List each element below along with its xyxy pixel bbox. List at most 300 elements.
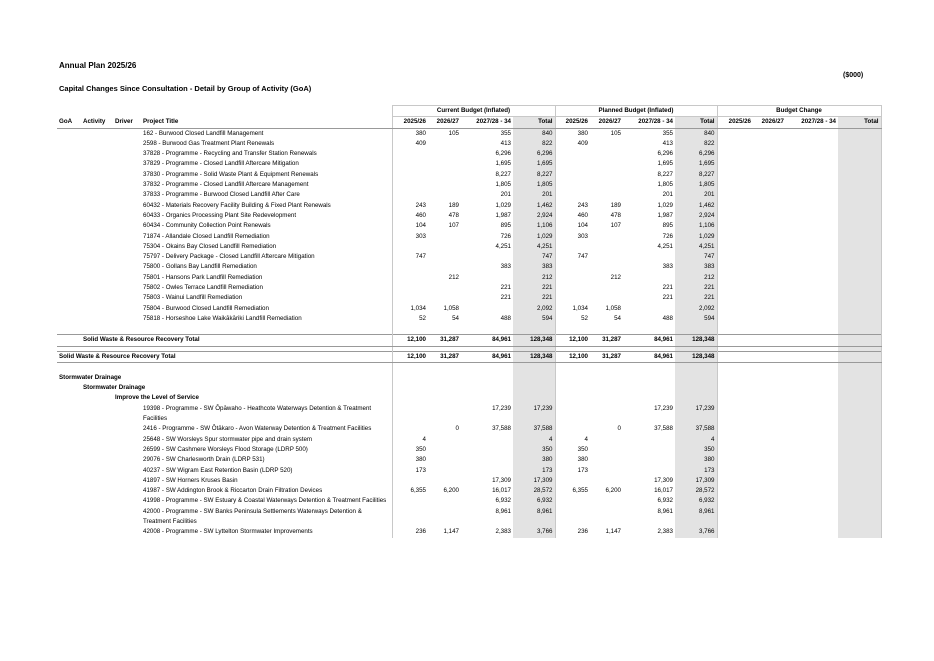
planned-2025-cell: [555, 170, 590, 180]
current-2026-cell: [428, 190, 461, 200]
planned-2026-cell: [590, 252, 623, 262]
goa-cell: [57, 314, 81, 324]
current-2025-cell: 1,034: [392, 304, 428, 314]
current-total-cell: 1,462: [513, 201, 555, 211]
blank-cell: [555, 324, 590, 335]
table-row: [57, 445, 881, 455]
current-2026-cell: [428, 435, 461, 445]
goa-cell: [57, 201, 81, 211]
blank-cell: [428, 373, 461, 383]
activity-cell: [81, 221, 113, 231]
current-2026-cell: [428, 496, 461, 506]
current-2026-cell: [428, 404, 461, 425]
col-activity: Activity: [81, 117, 113, 128]
col-project-title: Project Title: [141, 117, 392, 128]
project-title-cell: 37828 - Programme - Recycling and Transfer Station Renewals: [143, 150, 317, 158]
goa-cell: [57, 232, 81, 242]
document-title: Annual Plan 2025/26: [59, 61, 137, 70]
activity-header: [57, 383, 881, 393]
blank-cell: [461, 362, 513, 373]
current-2025-cell: [392, 159, 428, 169]
current-2025-cell: [392, 190, 428, 200]
activity-cell: [81, 476, 113, 486]
planned-2025-cell: [555, 180, 590, 190]
blank-cell: [786, 383, 838, 393]
driver-cell: [113, 435, 141, 445]
change-2025-cell: [717, 242, 753, 252]
change-2025-cell: [717, 404, 753, 425]
current-2027-cell: 16,017: [492, 487, 511, 495]
current-2025-cell: 52: [392, 314, 428, 324]
change-2027-cell: [786, 466, 838, 476]
change-total-cell: [838, 190, 881, 200]
col-goa: GoA: [57, 117, 81, 128]
current-2027-cell: 1,805: [495, 181, 511, 189]
blank-cell: [786, 324, 838, 335]
planned-2026-cell: [590, 262, 623, 272]
col-current-total: Total: [513, 117, 555, 128]
current-2025-cell: [392, 262, 428, 272]
planned-2025-cell: [555, 424, 590, 434]
planned-2026-cell: 189: [610, 201, 621, 209]
blank-cell: [753, 324, 786, 335]
current-2027-cell: 1,987: [495, 211, 511, 219]
planned-2025-cell: [555, 404, 590, 425]
planned-total-cell: 221: [675, 283, 717, 293]
planned-2027-cell: 17,309: [654, 476, 673, 484]
change-total-cell: [838, 139, 881, 149]
change-2026-cell: [753, 507, 786, 528]
goa-cell: [57, 335, 81, 346]
change-2026-cell: [753, 128, 786, 139]
change-2026-cell: [753, 242, 786, 252]
blank-cell: [513, 393, 555, 403]
current-2027-cell: 1,695: [495, 160, 511, 168]
change-2027-cell: [786, 476, 838, 486]
planned-total-cell: 4,251: [675, 242, 717, 252]
change-total-cell: [838, 242, 881, 252]
current-2027-cell: 383: [500, 263, 511, 271]
change-2027-cell: [786, 149, 838, 159]
goa-cell: [57, 221, 81, 231]
current-2025-cell: 104: [392, 221, 428, 231]
planned-total-cell: 1,805: [675, 180, 717, 190]
project-title-cell: 37830 - Programme - Solid Waste Plant & Equipment Renewals: [143, 170, 319, 178]
change-2027-cell: [786, 507, 838, 528]
spacer-row: [57, 362, 881, 373]
activity-cell: [81, 149, 113, 159]
driver-cell: [113, 190, 141, 200]
change-total-cell: [838, 466, 881, 476]
blank-cell: [590, 393, 623, 403]
change-2025-cell: [717, 496, 753, 506]
current-total-cell: 840: [513, 128, 555, 139]
current-2026-cell: [428, 507, 461, 528]
table-row: [57, 435, 881, 445]
planned-total-cell: 383: [675, 262, 717, 272]
current-2027-cell: 8,227: [495, 170, 511, 178]
goa-cell: [57, 273, 81, 283]
planned-total-cell: 201: [675, 190, 717, 200]
blank-cell: [428, 362, 461, 373]
change-2026-cell: [753, 159, 786, 169]
current-2026-cell: 54: [452, 314, 459, 322]
col-change-2026: 2026/27: [753, 117, 786, 128]
blank-cell: [675, 393, 717, 403]
planned-2026-cell: 54: [614, 314, 621, 322]
unit-label: ($000): [843, 72, 864, 79]
goa-cell: [57, 262, 81, 272]
planned-total-cell: 2,092: [675, 304, 717, 314]
change-2027-cell: [786, 314, 838, 324]
blank-cell: [623, 373, 675, 383]
current-total-cell: 1,106: [513, 221, 555, 231]
change-total-cell: [838, 445, 881, 455]
table-row: [57, 149, 881, 159]
change-2027-cell: [786, 190, 838, 200]
document-subtitle: Capital Changes Since Consultation - Detail by Group of Activity (GoA): [59, 84, 312, 93]
change-total-cell: [838, 351, 881, 362]
driver-cell: [113, 445, 141, 455]
planned-2025-cell: [555, 507, 590, 528]
planned-2025-cell: [555, 273, 590, 283]
current-2027-cell: 488: [500, 314, 511, 322]
planned-2026-cell: [590, 242, 623, 252]
blank-cell: [461, 373, 513, 383]
planned-2025-cell: [555, 149, 590, 159]
planned-2026-cell: [590, 496, 623, 506]
change-2027-cell: [786, 201, 838, 211]
planned-2026-cell: 478: [610, 211, 621, 219]
planned-total-cell: 6,932: [675, 496, 717, 506]
blank-cell: [717, 393, 753, 403]
change-total-cell: [838, 252, 881, 262]
change-total-cell: [838, 201, 881, 211]
blank-cell: [590, 324, 623, 335]
blank-cell: [461, 383, 513, 393]
table-row: [57, 424, 881, 434]
planned-2027-cell: 4,251: [657, 242, 673, 250]
goa-cell: [57, 293, 81, 303]
activity-cell: [81, 180, 113, 190]
planned-budget-header: Planned Budget (Inflated): [555, 106, 717, 117]
blank-cell: [392, 373, 428, 383]
table-row: [57, 252, 881, 262]
current-2026-cell: 107: [448, 222, 459, 230]
planned-2027-cell: 221: [662, 284, 673, 292]
change-2026-cell: [753, 211, 786, 221]
planned-2026-cell: [590, 149, 623, 159]
change-2027-cell: [786, 404, 838, 425]
project-title-cell: 71874 - Allandale Closed Landfill Remediation: [143, 232, 270, 240]
goa-cell: [57, 211, 81, 221]
current-2025-cell: 12,100: [392, 335, 428, 346]
planned-2026-cell: [590, 139, 623, 149]
planned-2026-cell: 1,147: [605, 528, 621, 536]
planned-2027-cell: 16,017: [654, 487, 673, 495]
change-2025-cell: [717, 283, 753, 293]
blank-cell: [786, 393, 838, 403]
blank-cell: [838, 373, 881, 383]
project-title-cell: 2598 - Burwood Gas Treatment Plant Renewals: [143, 139, 275, 147]
planned-2025-cell: 243: [555, 201, 590, 211]
project-title-cell: 60434 - Community Collection Point Renewals: [143, 222, 271, 230]
blank-cell: [753, 393, 786, 403]
change-2027-cell: [786, 445, 838, 455]
current-2025-cell: [392, 507, 428, 528]
planned-2027-cell: 221: [662, 294, 673, 302]
current-total-cell: 350: [513, 445, 555, 455]
current-2027-cell: 221: [500, 294, 511, 302]
table-row: [57, 139, 881, 149]
current-2027-cell: [461, 466, 513, 476]
planned-2026-cell: [590, 159, 623, 169]
activity-cell: [81, 404, 113, 425]
activity-cell: [81, 435, 113, 445]
col-change-2025: 2025/26: [717, 117, 753, 128]
blank-cell: [786, 362, 838, 373]
current-2026-cell: 31,287: [428, 335, 461, 346]
blank-cell: [753, 373, 786, 383]
planned-2026-cell: [590, 445, 623, 455]
planned-total-cell: 1,106: [675, 221, 717, 231]
current-2026-cell: 6,200: [443, 487, 459, 495]
change-total-cell: [838, 232, 881, 242]
planned-2027-cell: 6,932: [657, 497, 673, 505]
table-row: [57, 159, 881, 169]
current-2027-cell: 17,309: [492, 476, 511, 484]
driver-cell: [113, 293, 141, 303]
change-2025-cell: [717, 221, 753, 231]
col-planned-total: Total: [675, 117, 717, 128]
change-total-cell: [838, 486, 881, 496]
goa-cell: [57, 170, 81, 180]
planned-2027-cell: [623, 304, 675, 314]
planned-2026-cell: [590, 466, 623, 476]
activity-cell: [81, 139, 113, 149]
current-2025-cell: [392, 149, 428, 159]
current-total-cell: 221: [513, 293, 555, 303]
change-total-cell: [838, 404, 881, 425]
planned-2025-cell: 460: [555, 211, 590, 221]
blank-cell: [590, 373, 623, 383]
current-2026-cell: [428, 170, 461, 180]
driver-cell: [113, 273, 141, 283]
blank-cell: [513, 373, 555, 383]
driver-cell: [113, 507, 141, 528]
current-2025-cell: [392, 273, 428, 283]
current-2025-cell: 12,100: [392, 351, 428, 362]
planned-2027-cell: 1,987: [657, 211, 673, 219]
planned-2027-cell: 8,961: [657, 507, 673, 515]
current-2025-cell: 350: [392, 445, 428, 455]
activity-cell: [81, 211, 113, 221]
blank-cell: [623, 324, 675, 335]
project-title-cell: 37829 - Programme - Closed Landfill Aftercare Mitigation: [143, 160, 299, 168]
planned-2025-cell: 12,100: [555, 351, 590, 362]
blank-cell: [513, 383, 555, 393]
project-title-cell: 40237 - SW Wigram East Retention Basin (LDRP 520): [143, 466, 293, 474]
blank-cell: [57, 324, 81, 335]
driver-cell: [113, 180, 141, 190]
blank-cell: [392, 362, 428, 373]
project-title-cell: 19398 - Programme - SW Ōpāwaho - Heathcote Waterways Detention & Treatment Facilities: [143, 404, 372, 423]
change-total-cell: [838, 180, 881, 190]
change-2025-cell: [717, 476, 753, 486]
blank-cell: [590, 362, 623, 373]
table-row: [57, 507, 881, 528]
planned-total-cell: 17,309: [675, 476, 717, 486]
planned-2026-cell: [590, 190, 623, 200]
current-2026-cell: 105: [448, 129, 459, 137]
blank-cell: [555, 393, 590, 403]
current-2027-cell: 8,961: [495, 507, 511, 515]
change-2027-cell: [786, 293, 838, 303]
change-2027-cell: [786, 486, 838, 496]
current-total-cell: 822: [513, 139, 555, 149]
goa-total-label: Solid Waste & Resource Recovery Total: [57, 351, 392, 362]
table-row: [57, 404, 881, 425]
col-planned-2026: 2026/27: [590, 117, 623, 128]
col-current-2026: 2026/27: [428, 117, 461, 128]
change-2026-cell: [753, 335, 786, 346]
blank-cell: [113, 324, 141, 335]
table-row: [57, 486, 881, 496]
driver-cell: [113, 262, 141, 272]
change-2026-cell: [753, 445, 786, 455]
spacer-row: [57, 324, 881, 335]
current-total-cell: 2,092: [513, 304, 555, 314]
activity-cell: [81, 242, 113, 252]
change-2026-cell: [753, 262, 786, 272]
driver-cell: [113, 455, 141, 465]
current-total-cell: 212: [513, 273, 555, 283]
planned-2026-cell: 107: [610, 222, 621, 230]
change-2025-cell: [717, 527, 753, 537]
driver-cell: [113, 404, 141, 425]
column-group-row: [57, 106, 881, 117]
table-row: [57, 190, 881, 200]
current-total-cell: 128,348: [513, 335, 555, 346]
current-2026-cell: 1,058: [443, 304, 459, 312]
project-title-cell: 41897 - SW Horners Kruses Basin: [143, 476, 238, 484]
planned-2025-cell: 747: [555, 252, 590, 262]
planned-2027-cell: 726: [662, 232, 673, 240]
driver-cell: [113, 496, 141, 506]
planned-2026-cell: [590, 476, 623, 486]
blank-cell: [675, 383, 717, 393]
change-2027-cell: [786, 211, 838, 221]
project-title-cell: 75304 - Okains Bay Closed Landfill Remediation: [143, 242, 277, 250]
blank-cell: [838, 362, 881, 373]
project-title-cell: 37833 - Programme - Burwood Closed Landfill After Care: [143, 191, 300, 199]
change-2025-cell: [717, 273, 753, 283]
blank-cell: [392, 324, 428, 335]
col-change-2027: 2027/28 - 34: [786, 117, 838, 128]
current-total-cell: 221: [513, 283, 555, 293]
change-2026-cell: [753, 283, 786, 293]
current-2027-cell: 84,961: [461, 351, 513, 362]
change-2026-cell: [753, 404, 786, 425]
change-2027-cell: [786, 242, 838, 252]
change-2027-cell: [786, 139, 838, 149]
goa-cell: [57, 283, 81, 293]
change-total-cell: [838, 476, 881, 486]
planned-2025-cell: 4: [555, 435, 590, 445]
current-2026-cell: [428, 445, 461, 455]
current-2025-cell: 6,355: [392, 486, 428, 496]
current-total-cell: 8,961: [513, 507, 555, 528]
blank-cell: [590, 383, 623, 393]
change-2026-cell: [753, 304, 786, 314]
change-2027-cell: [786, 221, 838, 231]
project-title-cell: 29076 - SW Charlesworth Drain (LDRP 531): [143, 456, 265, 464]
driver-cell: [113, 128, 141, 139]
planned-total-cell: 3,766: [675, 527, 717, 537]
planned-2026-cell: [590, 435, 623, 445]
current-total-cell: 2,924: [513, 211, 555, 221]
current-2027-cell: 37,588: [492, 425, 511, 433]
planned-total-cell: 28,572: [675, 486, 717, 496]
current-2025-cell: [392, 242, 428, 252]
current-2025-cell: [392, 283, 428, 293]
budget-change-header: Budget Change: [717, 106, 881, 117]
current-2026-cell: 0: [455, 425, 459, 433]
change-total-cell: [838, 211, 881, 221]
blank-cell: [675, 324, 717, 335]
blank-cell: [428, 383, 461, 393]
current-2025-cell: [392, 180, 428, 190]
change-2027-cell: [786, 304, 838, 314]
goa-cell: [57, 190, 81, 200]
activity-cell: [81, 170, 113, 180]
change-2025-cell: [717, 262, 753, 272]
goa-cell: [57, 128, 81, 139]
current-2026-cell: [428, 476, 461, 486]
planned-total-cell: 747: [675, 252, 717, 262]
project-title-cell: 75800 - Gollans Bay Landfill Remediation: [143, 263, 257, 271]
goa-cell: [57, 476, 81, 486]
current-2025-cell: [392, 293, 428, 303]
planned-2025-cell: [555, 242, 590, 252]
change-2025-cell: [717, 201, 753, 211]
blank-cell: [717, 362, 753, 373]
change-2025-cell: [717, 335, 753, 346]
current-2026-cell: 1,147: [443, 528, 459, 536]
project-title-cell: 42000 - Programme - SW Banks Peninsula Settlements Waterways Detention & Treatment Facilities: [143, 507, 362, 525]
goa-cell: [57, 304, 81, 314]
current-2027-cell: [461, 273, 513, 283]
goa-cell: [57, 180, 81, 190]
current-2026-cell: [428, 159, 461, 169]
planned-2027-cell: [623, 455, 675, 465]
blank-cell: [555, 373, 590, 383]
current-total-cell: 380: [513, 455, 555, 465]
blank-cell: [461, 324, 513, 335]
planned-2027-cell: 895: [662, 222, 673, 230]
blank-cell: [675, 373, 717, 383]
current-2026-cell: [428, 242, 461, 252]
project-title-cell: 162 - Burwood Closed Landfill Management: [143, 129, 264, 137]
current-2025-cell: [392, 476, 428, 486]
change-2027-cell: [786, 170, 838, 180]
planned-2026-cell: [590, 180, 623, 190]
goa-total-row: [57, 351, 881, 362]
blank-cell: [392, 393, 428, 403]
table-row: [57, 180, 881, 190]
current-2027-cell: 6,296: [495, 150, 511, 158]
table-row: [57, 242, 881, 252]
